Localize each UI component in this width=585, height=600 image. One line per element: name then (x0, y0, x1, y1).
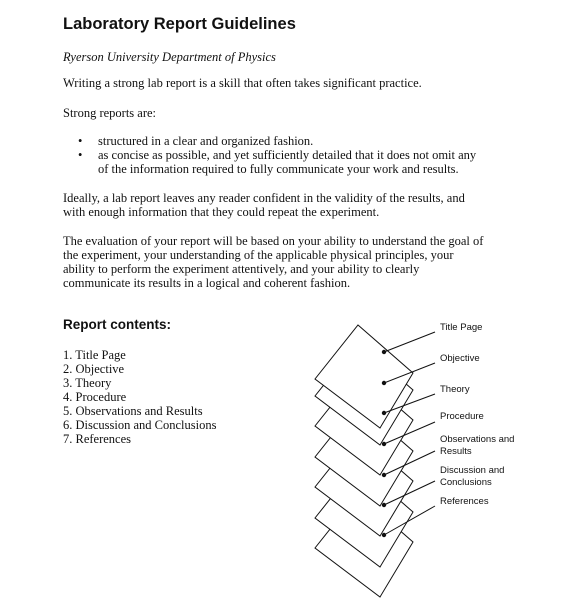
strong-reports-list (78, 134, 476, 176)
intro-text: Writing a strong lab report is a skill that often takes significant practice. (63, 76, 422, 90)
contents-item: 2. Objective (63, 362, 125, 376)
strong-reports-intro: Strong reports are: (63, 106, 157, 120)
report-contents-heading: Report contents: (63, 317, 171, 332)
diagram-label-discussion (440, 465, 504, 489)
bullet-text: of the information required to fully communicate your work and results. (98, 162, 459, 176)
diagram-label-procedure: Procedure (440, 411, 484, 422)
diagram-label-objective: Objective (440, 353, 480, 364)
contents-item: 1. Title Page (63, 348, 126, 362)
evaluation-paragraph (63, 234, 483, 290)
page-title: Laboratory Report Guidelines (63, 15, 296, 33)
paragraph-line: the experiment, your understanding of the applicable physical principles, your (63, 248, 454, 262)
contents-item: 5. Observations and Results (63, 404, 203, 418)
leader-line (384, 332, 435, 352)
bullet-text: as concise as possible, and yet sufficiently detailed that it does not omit any (98, 148, 477, 162)
diagram-label-observations (440, 434, 514, 458)
paragraph-line: communicate its results in a logical and coherent fashion. (63, 276, 351, 290)
report-contents-list (63, 348, 216, 446)
diagram-label-line: Observations and (440, 434, 515, 445)
contents-item: 4. Procedure (63, 390, 127, 404)
diagram-label-line: Results (440, 446, 472, 457)
bullet-item (78, 148, 476, 176)
validity-paragraph (63, 191, 465, 219)
diagram-label-references: References (440, 496, 489, 507)
diagram-label-theory: Theory (440, 384, 470, 395)
paragraph-line: The evaluation of your report will be based on your ability to understand the goal of (63, 234, 484, 248)
paragraph-line: ability to perform the experiment attentively, and your ability to clearly (63, 262, 420, 276)
diagram-label-title-page: Title Page (440, 322, 483, 333)
bullet-text: structured in a clear and organized fashion. (98, 134, 314, 148)
department-subtitle: Ryerson University Department of Physics (63, 50, 276, 64)
paragraph-line: with enough information that they could repeat the experiment. (63, 205, 380, 219)
bullet-item (78, 134, 476, 148)
diagram-label-line: Conclusions (440, 477, 492, 488)
bullet-icon: • (78, 148, 83, 162)
contents-item: 7. References (63, 432, 132, 446)
bullet-icon: • (78, 134, 83, 148)
contents-item: 6. Discussion and Conclusions (63, 418, 217, 432)
contents-item: 3. Theory (63, 376, 112, 390)
paragraph-line: Ideally, a lab report leaves any reader confident in the validity of the results, and (63, 191, 465, 205)
diagram-label-line: Discussion and (440, 465, 505, 476)
